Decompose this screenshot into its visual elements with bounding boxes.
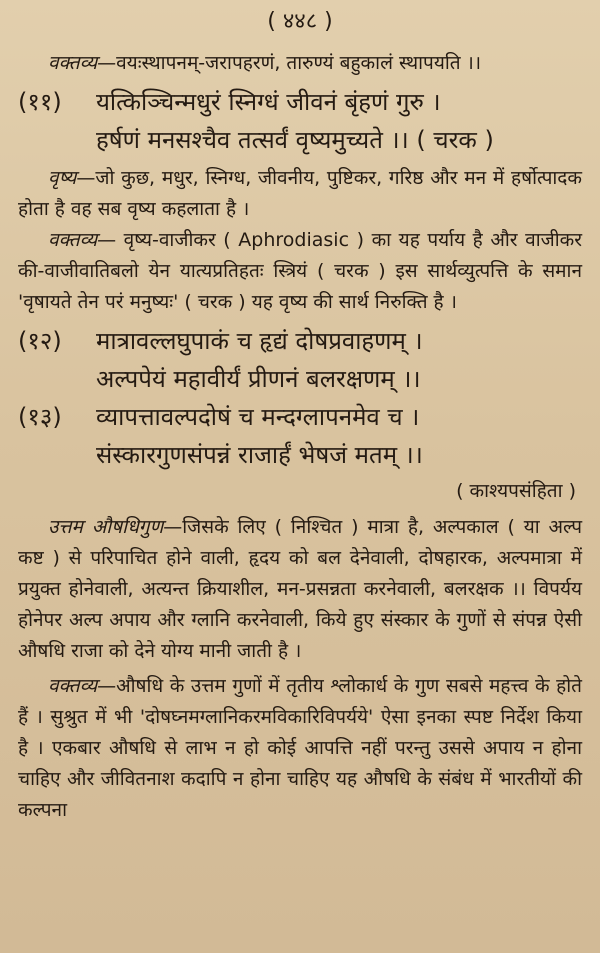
vaktavya-text: —वयःस्थापनम्-जरापहरणं, तारुण्यं बहुकालं स्थापयति ।। — [97, 52, 482, 74]
verse-line: हर्षणं मनसश्चैव तत्सर्वं वृष्यमुच्यते ।। ( चरक ) — [96, 126, 494, 154]
uttama-term: उत्तम औषधिगुण — [48, 516, 164, 538]
vaktavya-text: —औषधि के उत्तम गुणों में तृतीय श्लोकार्ध के गुण सबसे महत्त्व के होते हैं । सुश्रुत में भी 'दोषघ्नमग्लानिकरमविकारिविपर्यये' ऐसा इनका स्पष्ट निर्देश किया है । एकबार औषधि से लाभ न हो कोई आपत्ति नहीं परन्तु उससे अपाय न होना चाहिए और जीवितनाश कदापि न होना चाहिए यह औषधि के संबंध में भारतीयों की कल्पना — [18, 675, 582, 821]
verse-line: व्यापत्तावल्पदोषं च मन्दग्लापनमेव च । — [96, 403, 420, 431]
verse-line: मात्रावल्लघुपाकं च हृद्यं दोषप्रवाहणम् । — [96, 327, 423, 355]
vaktavya-paragraph-3 — [18, 671, 582, 826]
verse-number: (१३) — [18, 403, 62, 431]
vaktavya-term: वक्तव्य — [48, 229, 98, 251]
verse-13 — [18, 398, 582, 436]
verse-source: ( काश्यपसंहिता ) — [456, 480, 576, 502]
vaktavya-term: वक्तव्य — [48, 675, 98, 697]
verse-line: यत्किञ्चिन्मधुरं स्निग्धं जीवनं बृंहणं गुरु । — [96, 88, 441, 116]
verse-number: (१२) — [18, 327, 62, 355]
vaktavya-term: वक्तव्य — [48, 52, 98, 74]
verse-12 — [18, 322, 582, 360]
vaktavya-paragraph-2 — [18, 225, 582, 318]
verse-11 — [18, 83, 582, 121]
verse-line: संस्कारगुणसंपन्नं राजार्हं भेषजं मतम् ।। — [96, 441, 423, 469]
vrishya-term: वृष्य — [48, 167, 77, 189]
uttama-text: —जिसके लिए ( निश्चित ) मात्रा है, अल्पकाल ( या अल्प कष्ट ) से परिपाचित होने वाली, हृदय को बल देनेवाली, दोषहारक, अल्पमात्रा में प्रयुक्त होनेवाली, अत्यन्त क्रियाशील, मन-प्रसन्नता करनेवाली, बलरक्षक ।। विपर्यय होनेपर अल्प अपाय और ग्लानि करनेवाली, किये हुए संस्कार के गुणों से संपन्न ऐसी औषधि राजा को देने योग्य मानी जाती है । — [18, 516, 582, 662]
uttama-aushadhi-paragraph — [18, 512, 582, 667]
verse-line: अल्पपेयं महावीर्यं प्रीणनं बलरक्षणम् ।। — [96, 365, 421, 393]
vaktavya-text: — वृष्य-वाजीकर ( Aphrodiasic ) का यह पर्याय है और वाजीकर की-वाजीवातिबलो येन यात्यप्रतिहतः स्त्रियं ( चरक ) इस सार्थव्युत्पत्ति के समान 'वृषायते तेन परं मनुष्यः' ( चरक ) यह वृष्य की सार्थ निरुक्ति है । — [18, 229, 582, 313]
vrishya-definition — [18, 163, 582, 225]
page-number: ( ४४८ ) — [267, 9, 333, 34]
vaktavya-paragraph-1 — [18, 48, 582, 79]
verse-number: (११) — [18, 88, 62, 116]
vrishya-text: —जो कुछ, मधुर, स्निग्ध, जीवनीय, पुष्टिकर, गरिष्ठ और मन में हर्षोत्पादक होता है वह सब वृष्य कहलाता है । — [18, 167, 582, 220]
